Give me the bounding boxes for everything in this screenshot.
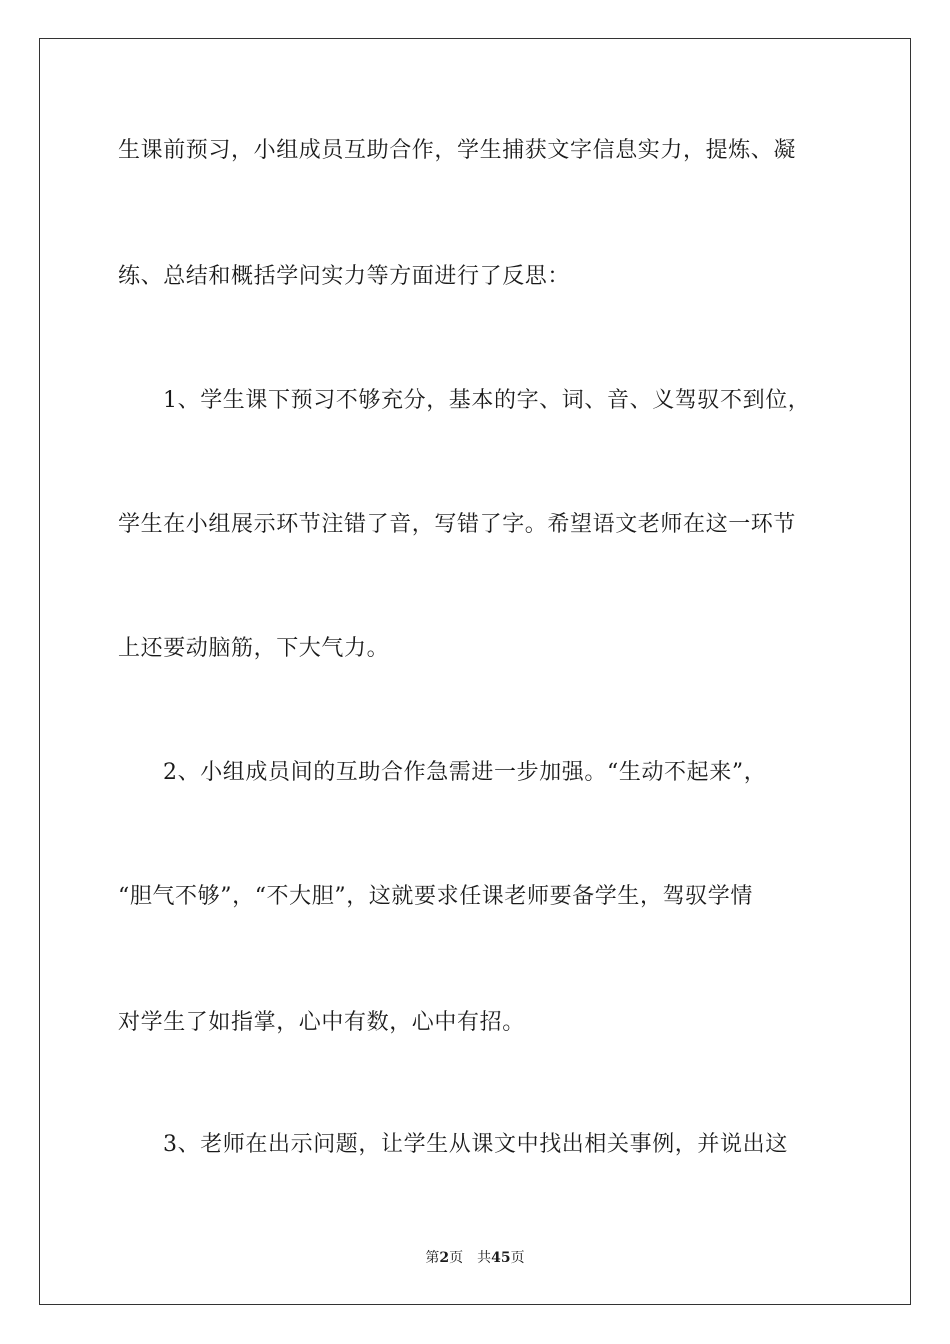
text-line: 上还要动脑筋，下大气力。	[118, 636, 390, 661]
page-border	[39, 38, 911, 1305]
page-suffix: 页	[449, 1250, 464, 1266]
paragraph-1-start: 1、学生课下预习不够充分，基本的字、词、音、义驾驭不到位，	[163, 388, 811, 413]
text-line: 生课前预习，小组成员互助合作，学生捕获文字信息实力，提炼、凝	[118, 138, 797, 163]
text-line: 学生在小组展示环节注错了音，写错了字。希望语文老师在这一环节	[118, 512, 797, 537]
page-prefix: 第	[425, 1250, 440, 1266]
text-line: 对学生了如指掌，心中有数，心中有招。	[118, 1010, 525, 1035]
paragraph-2-start: 2、小组成员间的互助合作急需进一步加强。“生动不起来”，	[163, 760, 767, 785]
page-number: 2	[439, 1250, 450, 1266]
page-footer	[0, 1249, 950, 1267]
total-prefix: 共	[477, 1250, 492, 1266]
total-suffix: 页	[510, 1250, 525, 1266]
total-pages: 45	[491, 1250, 511, 1266]
paragraph-3-start: 3、老师在出示问题，让学生从课文中找出相关事例，并说出这	[163, 1132, 788, 1157]
text-line: 练、总结和概括学问实力等方面进行了反思：	[118, 264, 571, 289]
text-line: “胆气不够”，“不大胆”，这就要求任课老师要备学生，驾驭学情	[118, 884, 753, 909]
